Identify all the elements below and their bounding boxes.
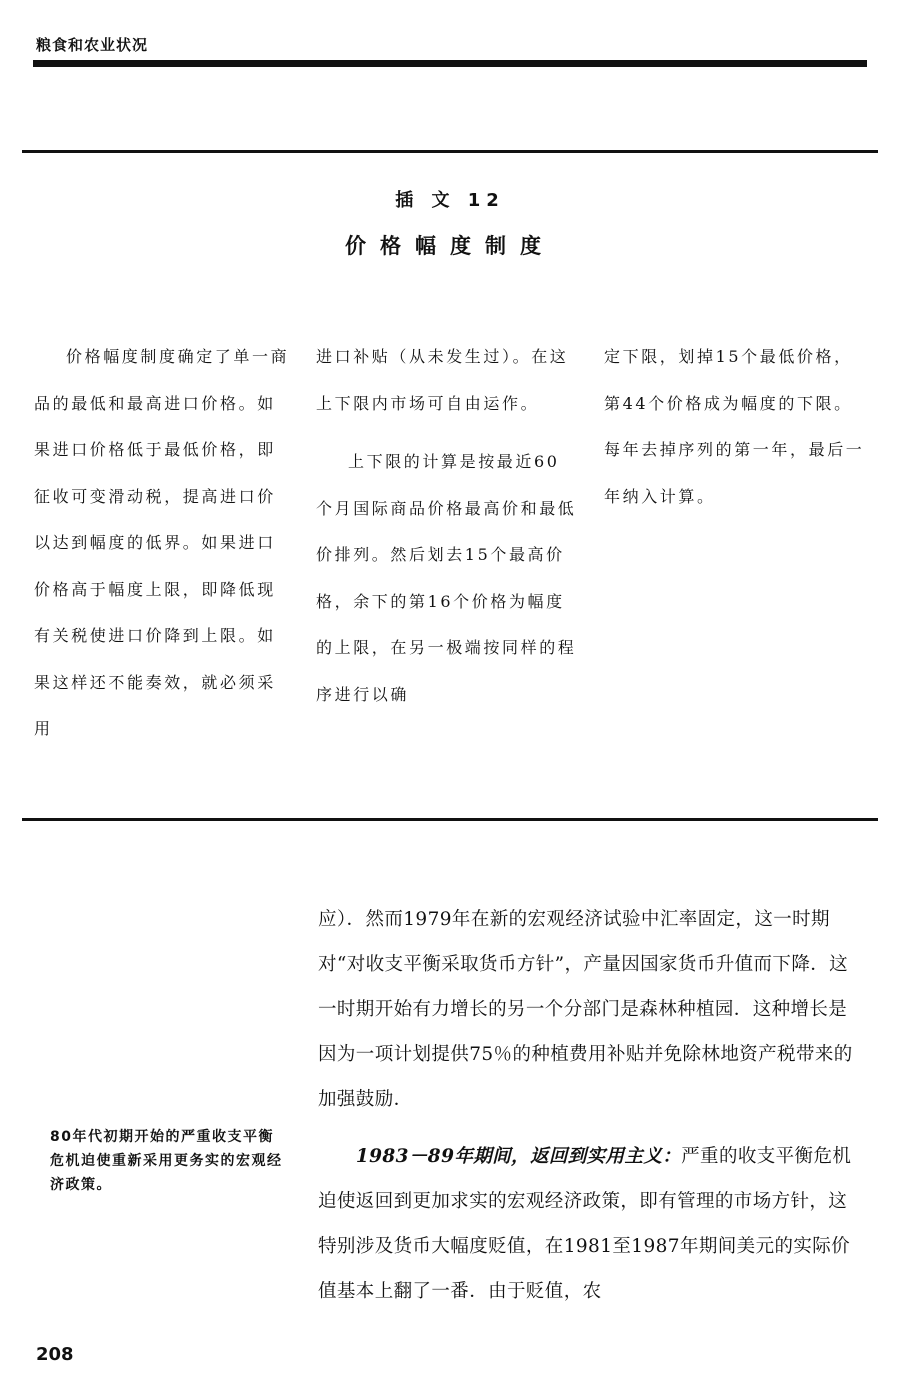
box-title: 价格幅度制度	[345, 234, 555, 258]
running-header: 粮食和农业状况	[36, 36, 149, 54]
body-paragraph-text: 严重的收支平衡危机迫使返回到更加求实的宏观经济政策，即有管理的市场方针，这特别涉及货币大幅度贬值，在1981至1987年期间美元的实际价值基本上翻了一番．由于贬值，农	[318, 1146, 852, 1302]
box-paragraph: 进口补贴（从未发生过）。在这上下限内市场可自由运作。	[316, 347, 569, 413]
box-label: 插 文 12	[395, 190, 505, 211]
body-paragraph	[318, 1134, 863, 1314]
box-column-2	[316, 334, 578, 718]
main-body-text	[318, 897, 863, 1314]
box-paragraph: 定下限，划掉15个最低价格，第44个价格成为幅度的下限。每年去掉序列的第一年，最后一年纳入计算。	[604, 347, 865, 506]
margin-note: 80年代初期开始的严重收支平衡危机迫使重新采用更务实的宏观经济政策。	[50, 1129, 283, 1193]
header-rule	[33, 60, 867, 67]
body-paragraph: 应）．然而1979年在新的宏观经济试验中汇率固定，这一时期对“对收支平衡采取货币方针”，产量因国家货币升值而下降．这一时期开始有力增长的另一个分部门是森林种植园．这种增长是因为一项计划提供75％的种植费用补贴并免除林地资产税带来的加强鼓励．	[318, 909, 853, 1110]
page-number: 208	[36, 1344, 74, 1365]
box-bottom-rule	[22, 818, 878, 821]
section-run-in-heading: 1983－89年期间，返回到实用主义：	[355, 1146, 682, 1167]
box-top-rule	[22, 150, 878, 153]
box-column-3	[604, 334, 866, 520]
box-column-1	[34, 334, 292, 753]
box-paragraph: 价格幅度制度确定了单一商品的最低和最高进口价格。如果进口价格低于最低价格，即征收可变滑动税，提高进口价以达到幅度的低界。如果进口价格高于幅度上限，即降低现有关税使进口价降到上限。如果这样还不能奏效，就必须采用	[34, 347, 290, 738]
box-paragraph: 上下限的计算是按最近60个月国际商品价格最高价和最低价排列。然后划去15个最高价格，余下的第16个价格为幅度的上限，在另一极端按同样的程序进行以确	[316, 452, 577, 704]
